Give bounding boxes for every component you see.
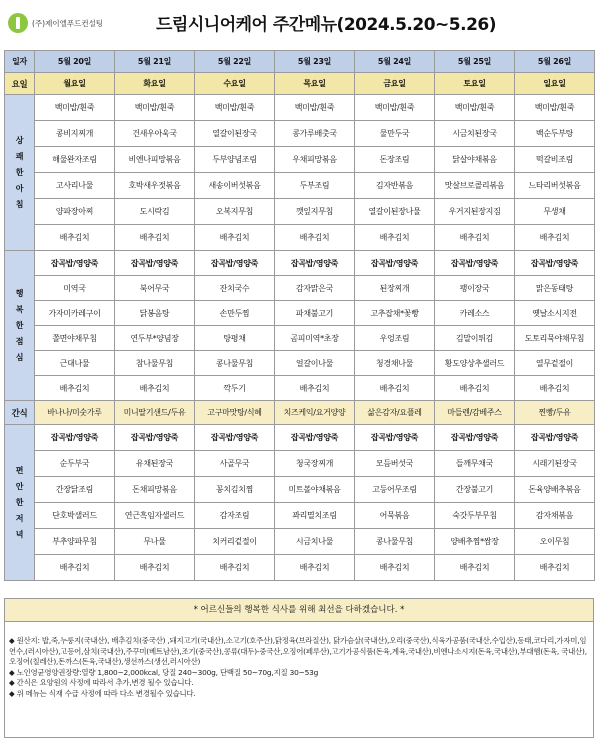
page-header: [0, 0, 598, 46]
weekday-cell: 금요일: [355, 73, 435, 95]
menu-item: 백미밥/흰죽: [35, 95, 115, 121]
date-cell: 5월 26일: [515, 51, 595, 73]
menu-item: 파채불고기: [275, 301, 355, 326]
snack-item: 바나나/미숫가루: [35, 401, 115, 425]
menu-item: 두부조림: [275, 173, 355, 199]
menu-item: 카레소스: [435, 301, 515, 326]
menu-item: 백미밥/흰죽: [435, 95, 515, 121]
dinner-label: [5, 425, 35, 581]
footer-notes: [4, 622, 594, 738]
lunch-row: [5, 326, 595, 351]
menu-item: 맛살브로콜리볶음: [435, 173, 515, 199]
menu-item: 잡곡밥/영양죽: [355, 425, 435, 451]
menu-item: 돈채피망볶음: [115, 477, 195, 503]
menu-item: 백미밥/흰죽: [275, 95, 355, 121]
menu-item: 잔치국수: [195, 276, 275, 301]
menu-item: 배추김치: [355, 555, 435, 581]
weekday-label: 요일: [5, 73, 35, 95]
menu-item: 백미밥/흰죽: [515, 95, 595, 121]
breakfast-row: [5, 199, 595, 225]
menu-item: 두부양념조림: [195, 147, 275, 173]
date-row: [5, 51, 595, 73]
menu-item: 고추잡채*꽃빵: [355, 301, 435, 326]
menu-item: 백미밥/흰죽: [115, 95, 195, 121]
menu-item: 시래기된장국: [515, 451, 595, 477]
menu-item: 단호박샐러드: [35, 503, 115, 529]
date-cell: 5월 22일: [195, 51, 275, 73]
menu-item: 닭살야채볶음: [435, 147, 515, 173]
breakfast-row: [5, 95, 595, 121]
menu-item: 숙갓두부무침: [435, 503, 515, 529]
menu-item: 근대나물: [35, 351, 115, 376]
menu-item: 옛날소시지전: [515, 301, 595, 326]
menu-item: 열갈이된장국: [195, 121, 275, 147]
menu-item: 배추김치: [355, 376, 435, 401]
menu-item: 도토리묵야채무침: [515, 326, 595, 351]
weekday-cell: 목요일: [275, 73, 355, 95]
menu-item: 손만두찜: [195, 301, 275, 326]
dinner-row: [5, 503, 595, 529]
menu-item: 치커리겉절이: [195, 529, 275, 555]
menu-item: 미트볼야채볶음: [275, 477, 355, 503]
menu-item: 김자반볶음: [355, 173, 435, 199]
menu-item: 모듬버섯국: [355, 451, 435, 477]
breakfast-row: [5, 147, 595, 173]
breakfast-label-text: 상쾌한아침: [15, 135, 24, 209]
dinner-row: [5, 451, 595, 477]
weekday-cell: 수요일: [195, 73, 275, 95]
menu-item: 양배추찜*쌈장: [435, 529, 515, 555]
company-logo: [8, 13, 103, 33]
menu-item: 잡곡밥/영양죽: [355, 251, 435, 276]
menu-item: 도시락김: [115, 199, 195, 225]
menu-item: 황도양상추샐러드: [435, 351, 515, 376]
weekday-cell: 일요일: [515, 73, 595, 95]
menu-item: 북어무국: [115, 276, 195, 301]
menu-item: 배추김치: [115, 376, 195, 401]
company-name: (주)제이엘푸드컨설팅: [32, 18, 104, 28]
menu-item: 백순두부탕: [515, 121, 595, 147]
menu-item: 돈육양배추볶음: [515, 477, 595, 503]
menu-item: 배추김치: [275, 376, 355, 401]
date-cell: 5월 21일: [115, 51, 195, 73]
menu-item: 감자채볶음: [515, 503, 595, 529]
lunch-row: [5, 351, 595, 376]
menu-item: 배추김치: [435, 376, 515, 401]
menu-item: 청국장찌개: [275, 451, 355, 477]
menu-item: 호박새우젓볶음: [115, 173, 195, 199]
menu-item: 들깨무채국: [435, 451, 515, 477]
lunch-row: [5, 301, 595, 326]
menu-item: 잡곡밥/영양죽: [275, 251, 355, 276]
menu-item: 배추김치: [435, 225, 515, 251]
lunch-label: [5, 251, 35, 401]
breakfast-label: [5, 95, 35, 251]
closing-note: * 어르신들의 행복한 식사를 위해 최선을 다하겠습니다. *: [4, 598, 594, 622]
menu-item: 배추김치: [515, 225, 595, 251]
menu-item: 곰피미역*초장: [275, 326, 355, 351]
menu-item: 얼갈이나물: [275, 351, 355, 376]
menu-item: 잡곡밥/영양죽: [435, 251, 515, 276]
menu-item: 무생채: [515, 199, 595, 225]
weekday-cell: 월요일: [35, 73, 115, 95]
menu-item: 깍두기: [195, 376, 275, 401]
lunch-row: [5, 276, 595, 301]
snack-label: 간식: [5, 401, 35, 425]
menu-item: 고등어무조림: [355, 477, 435, 503]
menu-item: 감자조림: [195, 503, 275, 529]
menu-item: 배추김치: [355, 225, 435, 251]
menu-item: 배추김치: [515, 376, 595, 401]
menu-item: 우채피망볶음: [275, 147, 355, 173]
menu-item: 참나물무침: [115, 351, 195, 376]
menu-item: 어묵볶음: [355, 503, 435, 529]
dinner-row: [5, 425, 595, 451]
menu-item: 백미밥/흰죽: [195, 95, 275, 121]
weekday-cell: 토요일: [435, 73, 515, 95]
menu-item: 배추김치: [515, 555, 595, 581]
menu-item: 오이무침: [515, 529, 595, 555]
menu-item: 해물완자조림: [35, 147, 115, 173]
menu-item: 사골무국: [195, 451, 275, 477]
menu-item: 쫄면야채무침: [35, 326, 115, 351]
date-cell: 5월 25일: [435, 51, 515, 73]
menu-item: 김말이튀김: [435, 326, 515, 351]
menu-item: 가자미카레구이: [35, 301, 115, 326]
menu-item: 시금치된장국: [435, 121, 515, 147]
menu-item: 배추김치: [35, 555, 115, 581]
menu-item: 배추김치: [195, 555, 275, 581]
menu-item: 잡곡밥/영양죽: [435, 425, 515, 451]
menu-item: 배추김치: [115, 225, 195, 251]
menu-item: 된장찌개: [355, 276, 435, 301]
menu-item: 미역국: [35, 276, 115, 301]
menu-item: 잡곡밥/영양죽: [195, 425, 275, 451]
menu-item: 콩나물무침: [195, 351, 275, 376]
menu-item: 콩가루배춧국: [275, 121, 355, 147]
date-label: 일자: [5, 51, 35, 73]
dinner-label-text: 편안한저녁: [15, 465, 24, 539]
menu-item: 잡곡밥/영양죽: [515, 425, 595, 451]
date-cell: 5월 23일: [275, 51, 355, 73]
weekday-cell: 화요일: [115, 73, 195, 95]
dinner-row: [5, 529, 595, 555]
menu-item: 배추김치: [435, 555, 515, 581]
footer-line: ◆ 원산지: 밥,죽,누룽지(국내산), 배추김치(중국산) ,돼지고기(국내산),소고기(호주산),닭정육(브라질산), 닭가슴살(국내산),오리(중국산),식육가공품(국내산,수입산),동태,코다리,가자미,임연수,(러시아산),고등어,삼치(국내산),주꾸미(베트남산),조기(중국산),콩류(대두)-중국산,오징어(페루산),고기가공식품(돈육,계육,국내산),비엔나소시지(돈육,국내산),부대햄(돈육, 국내산),오징어(칠레산),돈까스(돈육,국내산),생선까스(생선,러시아산): [9, 636, 587, 667]
menu-item: 오복지무침: [195, 199, 275, 225]
menu-item: 깻잎지무침: [275, 199, 355, 225]
menu-item: 간장불고기: [435, 477, 515, 503]
menu-item: 잡곡밥/영양죽: [35, 425, 115, 451]
menu-item: 맑은동태탕: [515, 276, 595, 301]
menu-item: 감자맑은국: [275, 276, 355, 301]
footer-line: ◆ 노인영균영양권장량:열량 1,800~2,000kcal, 당질 240~300g, 단백질 50~70g,지질 30~53g: [9, 667, 319, 677]
lunch-row: [5, 376, 595, 401]
footer-line: ◆ 간식은 요양원의 사정에 따라서 추가,변경 될수 있습니다.: [9, 678, 194, 688]
menu-item: 배추김치: [275, 225, 355, 251]
menu-item: 잡곡밥/영양죽: [195, 251, 275, 276]
menu-item: 백미밥/흰죽: [355, 95, 435, 121]
snack-item: 삶은감자/요플레: [355, 401, 435, 425]
menu-item: 배추김치: [275, 555, 355, 581]
menu-item: 꽈리멸치조림: [275, 503, 355, 529]
menu-item: 콩비지찌개: [35, 121, 115, 147]
menu-item: 고사리나물: [35, 173, 115, 199]
menu-item: 우엉조림: [355, 326, 435, 351]
menu-item: 우거지된장지짐: [435, 199, 515, 225]
menu-item: 배추김치: [35, 376, 115, 401]
menu-item: 잡곡밥/영양죽: [275, 425, 355, 451]
menu-item: 무나물: [115, 529, 195, 555]
breakfast-row: [5, 173, 595, 199]
dinner-row: [5, 555, 595, 581]
weekday-row: [5, 73, 595, 95]
menu-item: 배추김치: [195, 225, 275, 251]
leaf-logo-icon: [8, 13, 28, 33]
weekly-menu-table: [4, 50, 595, 581]
menu-item: 잡곡밥/영양죽: [35, 251, 115, 276]
menu-item: 잡곡밥/영양죽: [115, 425, 195, 451]
menu-item: 잡곡밥/영양죽: [515, 251, 595, 276]
menu-item: 탕평채: [195, 326, 275, 351]
snack-item: 마들렌/감베주스: [435, 401, 515, 425]
snack-item: 찐빵/두유: [515, 401, 595, 425]
menu-item: 시금치나물: [275, 529, 355, 555]
lunch-label-text: 행복한점심: [15, 288, 24, 362]
menu-item: 꽁치김치찜: [195, 477, 275, 503]
menu-item: 잡곡밥/영양죽: [115, 251, 195, 276]
menu-item: 느타리버섯볶음: [515, 173, 595, 199]
menu-item: 새송이버섯볶음: [195, 173, 275, 199]
menu-item: 건새우아욱국: [115, 121, 195, 147]
breakfast-row: [5, 121, 595, 147]
page-title: 드림시니어케어 주간메뉴(2024.5.20~5.26): [156, 15, 497, 35]
date-cell: 5월 20일: [35, 51, 115, 73]
menu-item: 유채된장국: [115, 451, 195, 477]
breakfast-row: [5, 225, 595, 251]
menu-item: 간장닭조림: [35, 477, 115, 503]
menu-item: 비엔나피망볶음: [115, 147, 195, 173]
menu-item: 콩나물무침: [355, 529, 435, 555]
menu-item: 연두부*양념장: [115, 326, 195, 351]
menu-item: 돈장조림: [355, 147, 435, 173]
dinner-row: [5, 477, 595, 503]
menu-item: 팽이장국: [435, 276, 515, 301]
lunch-row: [5, 251, 595, 276]
menu-item: 배추김치: [115, 555, 195, 581]
menu-item: 닭봉음탕: [115, 301, 195, 326]
footer-line: ◆ 위 메뉴는 식재 수급 사정에 따라 다소 변경될수 있습니다.: [9, 688, 196, 698]
menu-item: 연근흑임자샐러드: [115, 503, 195, 529]
menu-item: 배추김치: [35, 225, 115, 251]
snack-item: 미니딸기샌드/두유: [115, 401, 195, 425]
date-cell: 5월 24일: [355, 51, 435, 73]
snack-item: 치즈케익/요거양양: [275, 401, 355, 425]
menu-item: 떡갈비조림: [515, 147, 595, 173]
menu-item: 양파장아찌: [35, 199, 115, 225]
snack-row: [5, 401, 595, 425]
menu-item: 열갈이된장나물: [355, 199, 435, 225]
snack-item: 고구마맛탕/식혜: [195, 401, 275, 425]
menu-item: 물만두국: [355, 121, 435, 147]
menu-item: 부추양파무침: [35, 529, 115, 555]
menu-item: 열무겉절이: [515, 351, 595, 376]
menu-item: 순두부국: [35, 451, 115, 477]
menu-item: 청경채나물: [355, 351, 435, 376]
